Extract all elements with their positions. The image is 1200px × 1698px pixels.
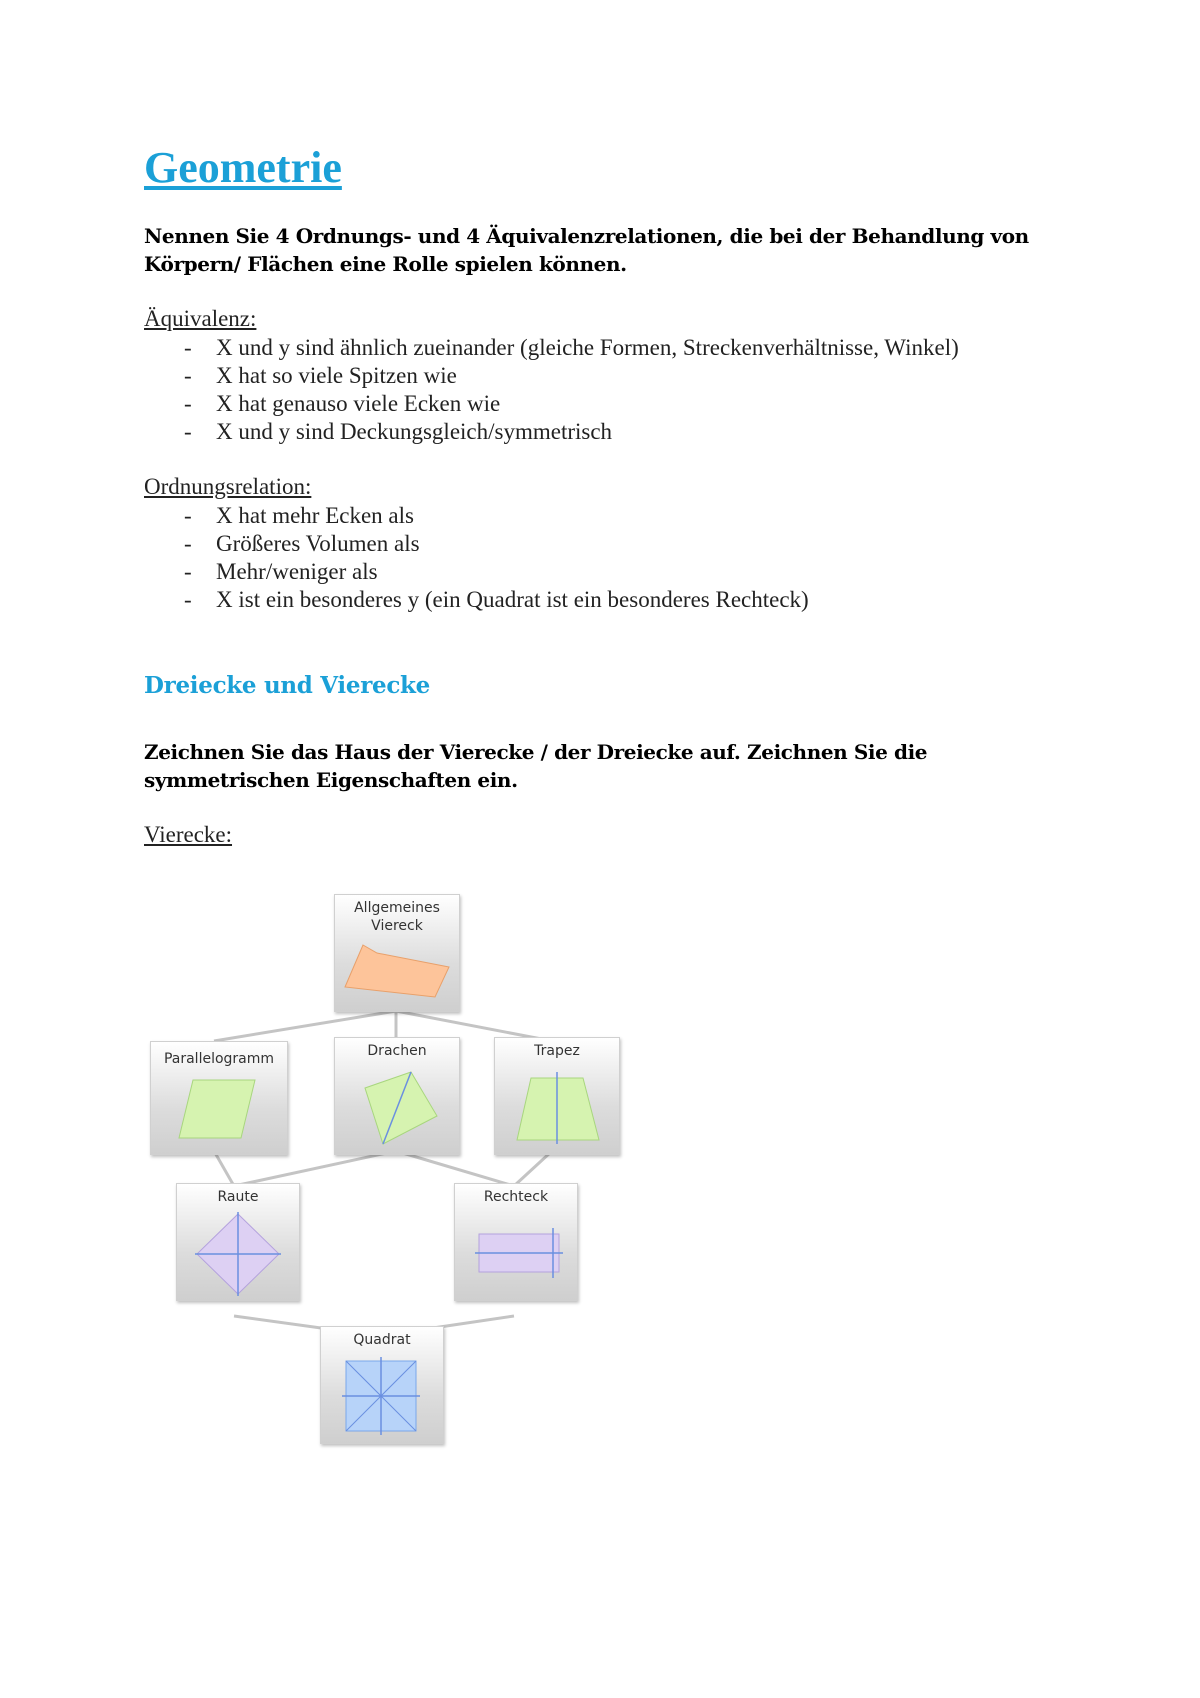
aequivalenz-list [144, 334, 1064, 446]
question-relations: Nennen Sie 4 Ordnungs- und 4 Äquivalenzrelationen, die bei der Behandlung von Körpern/ Flächen eine Rolle spielen können. [144, 224, 1029, 276]
rechteck-shape-icon [455, 1184, 577, 1300]
page-title: Geometrie [144, 143, 342, 192]
list-item: - X und y sind ähnlich zueinander (gleiche Formen, Streckenverhältnisse, Winkel) [184, 335, 959, 360]
vierecke-heading: Vierecke: [144, 822, 233, 847]
list-item: - X hat so viele Spitzen wie [184, 363, 457, 388]
list-item: - X und y sind Deckungsgleich/symmetrisch [184, 419, 613, 444]
allgemeines-viereck-label-line2: Viereck [371, 918, 423, 934]
list-item: - X ist ein besonderes y (ein Quadrat ist ein besonderes Rechteck) [184, 587, 809, 612]
ordnung-heading: Ordnungsrelation: [144, 474, 312, 499]
list-item: - Mehr/weniger als [184, 559, 378, 584]
raute-box [176, 1183, 300, 1301]
haus-der-vierecke-diagram [144, 876, 624, 1450]
quadrat-shape-icon [321, 1327, 443, 1443]
parallelogramm-label: Parallelogramm [163, 1051, 275, 1067]
drachen-label: Drachen [367, 1043, 427, 1059]
list-item: - X hat genauso viele Ecken wie [184, 391, 501, 416]
trapez-label: Trapez [534, 1043, 580, 1059]
allgemeines-viereck-label-line1: Allgemeines [354, 900, 440, 916]
allgemeines-viereck-shape-icon [335, 895, 459, 1011]
raute-shape-icon [177, 1184, 299, 1300]
aequivalenz-heading: Äquivalenz: [144, 306, 257, 331]
list-item: - Größeres Volumen als [184, 531, 420, 556]
quadrat-box [320, 1326, 444, 1444]
trapez-box [494, 1037, 620, 1155]
trapez-shape-icon [495, 1038, 619, 1154]
drachen-shape-icon [335, 1038, 459, 1154]
drachen-box [334, 1037, 460, 1155]
rechteck-label: Rechteck [483, 1189, 549, 1205]
parallelogramm-box [150, 1041, 288, 1155]
allgemeines-viereck-box [334, 894, 460, 1012]
ordnung-list [144, 502, 1064, 614]
raute-label: Raute [217, 1189, 259, 1205]
list-item: - X hat mehr Ecken als [184, 503, 414, 528]
question-haus-der-vierecke: Zeichnen Sie das Haus der Vierecke / der Dreiecke auf. Zeichnen Sie die symmetrischen Eigenschaften ein. [144, 740, 928, 792]
parallelogramm-shape-icon [151, 1042, 287, 1154]
section-subtitle: Dreiecke und Vierecke [144, 672, 431, 699]
rechteck-box [454, 1183, 578, 1301]
quadrat-label: Quadrat [353, 1332, 411, 1348]
